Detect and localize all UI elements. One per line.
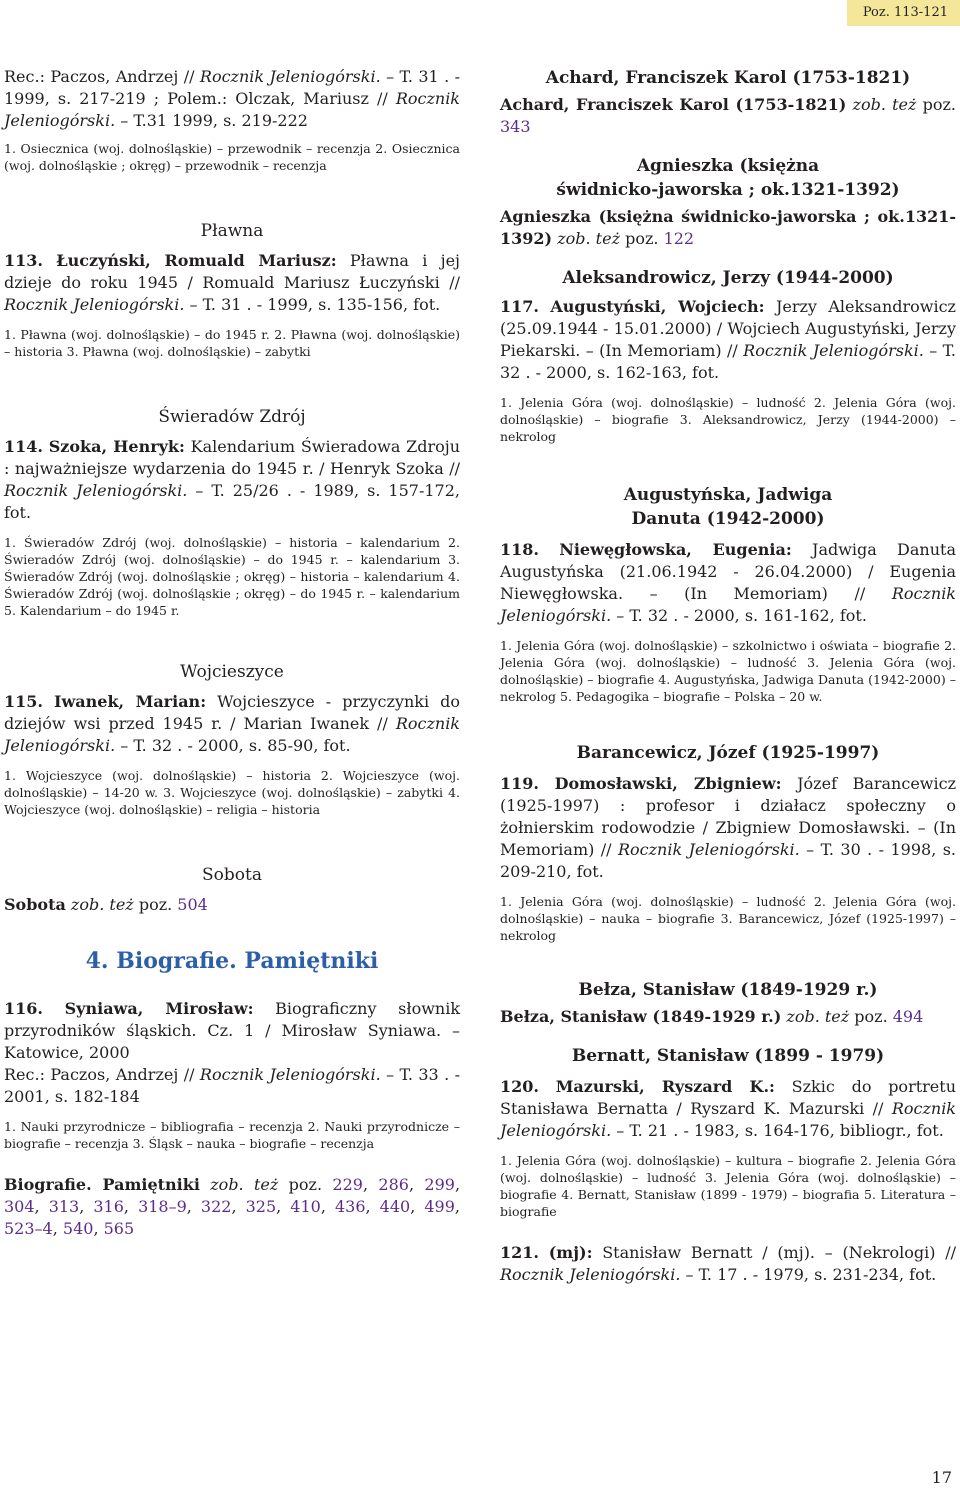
review-details: – T. 31 . - 1999, s. 217-219 ; Polem.: Olczak, Mariusz //: [4, 67, 460, 108]
left-column: [4, 66, 460, 1240]
entry-number: 116.: [4, 999, 43, 1018]
entry-text: [4, 436, 460, 524]
section-title-agnieszka: [500, 154, 956, 202]
entry-text: [4, 250, 460, 316]
link-separator: ,: [320, 1197, 335, 1216]
entry-text: [500, 1242, 956, 1286]
cross-reference-agnieszka: [500, 206, 956, 250]
cross-reference-head: Bełza, Stanisław (1849-1929 r.): [500, 1007, 782, 1026]
entry-text: [4, 691, 460, 757]
entry-120: [500, 1076, 956, 1220]
position-link[interactable]: 540: [62, 1219, 94, 1238]
entry-117: [500, 296, 956, 445]
entry-author: Syniawa, Mirosław:: [64, 999, 254, 1018]
subject-tags: 1. Pławna (woj. dolnośląskie) – do 1945 r. 2. Pławna (woj. dolnośląskie) – historia 3. Pławna (woj. dolnośląskie) – zabytki: [4, 327, 460, 359]
cross-reference-head: Achard, Franciszek Karol (1753-1821): [500, 95, 847, 114]
see-also-label: zob. też: [552, 229, 620, 248]
review-text: [4, 1064, 460, 1108]
entry-number: 115.: [4, 692, 43, 711]
page-number: 17: [931, 1468, 952, 1487]
position-link[interactable]: 499: [424, 1197, 455, 1216]
journal-title: Rocznik Jeleniogórski.: [4, 714, 460, 755]
journal-title: Rocznik Jeleniogórski.: [743, 341, 924, 360]
section-title-swieradow: Świeradów Zdrój: [158, 407, 306, 427]
entry-number: 121.: [500, 1243, 539, 1262]
section-title-belza: Bełza, Stanisław (1849-1929 r.): [578, 980, 878, 1000]
title-line: Augustyńska, Jadwiga: [623, 485, 833, 505]
link-separator: ,: [186, 1197, 201, 1216]
entry-author: Domosławski, Zbigniew:: [554, 774, 782, 793]
subject-tags: 1. Świeradów Zdrój (woj. dolnośląskie) – historia – kalendarium 2. Świeradów Zdrój (woj. dolnośląskie) – do 1945 r. – kalendarium 3. Świeradów Zdrój (woj. dolnośląskie ; okręg) – historia – kalendarium 4. Świeradów Zdrój (woj. dolnośląskie ; okręg) – do 1945 r. – kalendarium 5. Kalendarium – do 1945 r.: [4, 535, 460, 618]
chapter-heading: 4. Biografie. Pamiętniki: [85, 948, 379, 974]
cross-reference-sobota: [4, 894, 460, 916]
entry-title: Jadwiga Danuta Augustyńska (21.06.1942 - 26.04.2000) / Eugenia Niewęgłowska. – (In Memoriam) //: [500, 540, 956, 603]
journal-title: Rocznik Jeleniogórski.: [500, 1099, 956, 1140]
review-text: [4, 66, 460, 132]
position-label: poz.: [133, 895, 178, 914]
position-link[interactable]: 565: [103, 1219, 135, 1238]
see-also-label: zob. też: [781, 1007, 850, 1026]
position-link[interactable]: 504: [177, 895, 208, 914]
position-link[interactable]: 440: [379, 1197, 411, 1216]
journal-title: Rocznik Jeleniogórski.: [500, 584, 956, 625]
cross-reference-belza: [500, 1006, 956, 1028]
link-separator: ,: [123, 1197, 139, 1216]
subject-tags: 1. Osiecznica (woj. dolnośląskie) – przewodnik – recenzja 2. Osiecznica (woj. dolnośląskie ; okręg) – przewodnik – recenzja: [4, 141, 460, 173]
link-separator: ,: [93, 1219, 104, 1238]
position-link[interactable]: 299: [424, 1175, 455, 1194]
entry-details: – T. 31 . - 1999, s. 135-156, fot.: [184, 295, 441, 314]
subject-tags: 1. Jelenia Góra (woj. dolnośląskie) – szkolnictwo i oświata – biografie 2. Jelenia Góra (woj. dolnośląskie) – ludność 3. Jelenia Góra (woj. dolnośląskie) – biografie 4. Augustyńska, Jadwiga Danuta (1942-2000) – nekrolog 5. Pedagogika – biografie – Polska – 20 w.: [500, 638, 956, 704]
entry-details: – T. 25/26 . - 1989, s. 157-172, fot.: [4, 481, 460, 522]
link-separator: ,: [454, 1197, 460, 1216]
position-label: poz.: [620, 229, 664, 248]
entry-author: Mazurski, Ryszard K.:: [555, 1077, 775, 1096]
link-separator: ,: [454, 1175, 461, 1194]
link-separator: ,: [79, 1197, 94, 1216]
section-title-aleksandrowicz: Aleksandrowicz, Jerzy (1944-2000): [562, 268, 894, 288]
entry-118: [500, 539, 956, 705]
entry-author: Augustyński, Wojciech:: [550, 297, 765, 316]
position-label: poz.: [849, 1007, 893, 1026]
see-also-label: zob. też: [65, 895, 134, 914]
entry-112-review: [4, 66, 460, 174]
entry-title: Stanisław Bernatt / (mj). – (Nekrologi) //: [592, 1243, 957, 1262]
entry-text: [500, 1076, 956, 1142]
title-line: Agnieszka (księżna: [636, 156, 820, 176]
entry-121: [500, 1242, 956, 1286]
entry-author: (mj):: [548, 1243, 593, 1262]
page-range-tab: Poz. 113-121: [847, 0, 960, 26]
entry-author: Niewęgłowska, Eugenia:: [559, 540, 792, 559]
section-title-augustynska: [500, 483, 956, 531]
position-link[interactable]: 436: [334, 1197, 366, 1216]
see-also-label: zob. też: [199, 1175, 279, 1194]
section-title-plawna: Pławna: [200, 221, 264, 241]
review-prefix: Rec.: Paczos, Andrzej //: [4, 1065, 200, 1084]
subject-tags: 1. Jelenia Góra (woj. dolnośląskie) – kultura – biografie 2. Jelenia Góra (woj. dolnośląskie) – ludność 3. Jelenia Góra (woj. dolnośląskie) – biografie 4. Bernatt, Stanisław (1899 - 1979) – biografia 5. Literatura – biografie: [500, 1153, 956, 1219]
entry-114: [4, 436, 460, 619]
section-title-bernatt: Bernatt, Stanisław (1899 - 1979): [571, 1046, 885, 1066]
position-link[interactable]: 122: [663, 229, 695, 248]
entry-author: Łuczyński, Romuald Mariusz:: [56, 251, 337, 270]
review-details: – T.31 1999, s. 219-222: [115, 111, 308, 130]
journal-title: Rocznik Jeleniogórski.: [500, 1265, 681, 1284]
entry-title: Pławna i jej dzieje do roku 1945 / Romuald Mariusz Łuczyński //: [4, 251, 460, 292]
cross-reference-head: Agnieszka (księżna świdnicko-jaworska ; ok.1321-1392): [500, 207, 956, 248]
position-link[interactable]: 286: [378, 1175, 409, 1194]
position-label: poz.: [916, 95, 956, 114]
subject-tags: 1. Jelenia Góra (woj. dolnośląskie) – ludność 2. Jelenia Góra (woj. dolnośląskie) – nauka – biografie 3. Barancewicz, Józef (1925-1997) – nekrolog: [500, 894, 956, 943]
entry-details: – T. 30 . - 1998, s. 209-210, fot.: [500, 840, 956, 881]
journal-title: Rocznik Jeleniogórski.: [4, 481, 188, 500]
section-title-wojcieszyce: Wojcieszyce: [180, 662, 284, 682]
title-line: świdnicko-jaworska ; ok.1321-1392): [556, 180, 900, 200]
entry-number: 117.: [500, 297, 539, 316]
link-separator: ,: [34, 1197, 49, 1216]
position-link[interactable]: 343: [500, 117, 531, 136]
entry-116: [4, 998, 460, 1152]
review-prefix: Rec.: Paczos, Andrzej //: [4, 67, 200, 86]
entry-113: [4, 250, 460, 360]
journal-title: Rocznik Jeleniogórski.: [199, 67, 381, 86]
position-link[interactable]: 325: [245, 1197, 277, 1216]
journal-title: Rocznik Jeleniogórski.: [4, 89, 460, 130]
entry-title: Józef Barancewicz (1925-1997) : profesor i działacz społeczny o żołnierskim rodowodzie / Zbigniew Domosławski. – (In Memoriam) //: [500, 774, 956, 859]
cross-reference-achard: [500, 94, 956, 138]
position-label: poz.: [278, 1175, 333, 1194]
entry-title: Kalendarium Świeradowa Zdroju : najważniejsze wydarzenia do 1945 r. / Henryk Szoka //: [4, 437, 461, 478]
position-link[interactable]: 304: [4, 1197, 35, 1216]
subject-tags: 1. Jelenia Góra (woj. dolnośląskie) – ludność 2. Jelenia Góra (woj. dolnośląskie) – biografie 3. Aleksandrowicz, Jerzy (1944-2000) – nekrolog: [500, 395, 956, 444]
entry-author: Iwanek, Marian:: [54, 692, 207, 711]
link-separator: ,: [365, 1197, 380, 1216]
subject-tags: 1. Nauki przyrodnicze – bibliografia – recenzja 2. Nauki przyrodnicze – biografie – recenzja 3. Śląsk – nauka – biografie – recenzja: [4, 1119, 460, 1151]
entry-number: 119.: [500, 774, 539, 793]
entry-title: Wojcieszyce - przyczynki do dziejów wsi przed 1945 r. / Marian Iwanek //: [4, 692, 461, 733]
link-separator: ,: [410, 1197, 425, 1216]
position-link[interactable]: 494: [892, 1007, 924, 1026]
entry-text: [500, 539, 956, 627]
entry-number: 114.: [4, 437, 43, 456]
link-separator: ,: [408, 1175, 425, 1194]
link-separator: ,: [276, 1197, 291, 1216]
see-also-label: zob. też: [846, 95, 917, 114]
entry-details: – T. 17 . - 1979, s. 231-234, fot.: [680, 1265, 937, 1284]
link-separator: ,: [231, 1197, 246, 1216]
entry-title: Szkic do portretu Stanisława Bernatta / Ryszard K. Mazurski //: [500, 1077, 956, 1118]
entry-number: 113.: [4, 251, 43, 270]
entry-details: – T. 32 . - 2000, s. 162-163, fot.: [500, 341, 956, 382]
entry-author: Szoka, Henryk:: [48, 437, 185, 456]
section-title-sobota: Sobota: [202, 865, 262, 885]
position-link[interactable]: 318–9: [138, 1197, 187, 1216]
entry-details: – T. 32 . - 2000, s. 85-90, fot.: [115, 736, 351, 755]
entry-number: 120.: [500, 1077, 539, 1096]
position-link[interactable]: 410: [290, 1197, 321, 1216]
position-link[interactable]: 229: [332, 1175, 363, 1194]
entry-text: [500, 296, 956, 384]
entry-119: [500, 773, 956, 944]
subject-tags: 1. Wojcieszyce (woj. dolnośląskie) – historia 2. Wojcieszyce (woj. dolnośląskie) – 14-20 w. 3. Wojcieszyce (woj. dolnośląskie) – zabytki 4. Wojcieszyce (woj. dolnośląskie) – religia – historia: [4, 768, 460, 817]
journal-title: Rocznik Jeleniogórski.: [4, 295, 185, 314]
journal-title: Rocznik Jeleniogórski.: [617, 840, 800, 859]
entry-text: [4, 998, 460, 1064]
entry-text: [500, 773, 956, 883]
cross-reference-head: Biografie. Pamiętniki: [4, 1175, 200, 1194]
entry-115: [4, 691, 460, 818]
section-title-achard: Achard, Franciszek Karol (1753-1821): [545, 68, 911, 88]
entry-number: 118.: [500, 540, 539, 559]
entry-title: Biograficzny słownik przyrodników śląskich. Cz. 1 / Mirosław Syniawa. – Katowice, 2000: [4, 999, 461, 1062]
right-column: [500, 66, 956, 1286]
entry-details: – T. 32 . - 2000, s. 161-162, fot.: [611, 606, 867, 625]
position-link[interactable]: 316: [93, 1197, 124, 1216]
review-details: – T. 33 . - 2001, s. 182-184: [4, 1065, 460, 1106]
link-separator: ,: [52, 1219, 63, 1238]
cross-reference-head: Sobota: [4, 895, 66, 914]
journal-title: Rocznik Jeleniogórski.: [199, 1065, 381, 1084]
link-separator: ,: [362, 1175, 379, 1194]
entry-title: Jerzy Aleksandrowicz (25.09.1944 - 15.01.2000) / Wojciech Augustyński, Jerzy Piekarski. – (In Memoriam) //: [500, 297, 956, 360]
section-title-barancewicz: Barancewicz, Józef (1925-1997): [576, 743, 880, 763]
entry-details: – T. 21 . - 1983, s. 164-176, bibliogr., fot.: [611, 1121, 944, 1140]
title-line: Danuta (1942-2000): [631, 509, 825, 529]
position-link[interactable]: 322: [200, 1197, 232, 1216]
cross-reference-biografie: [4, 1174, 460, 1240]
position-link[interactable]: 523–4: [4, 1219, 53, 1238]
position-link[interactable]: 313: [48, 1197, 80, 1216]
